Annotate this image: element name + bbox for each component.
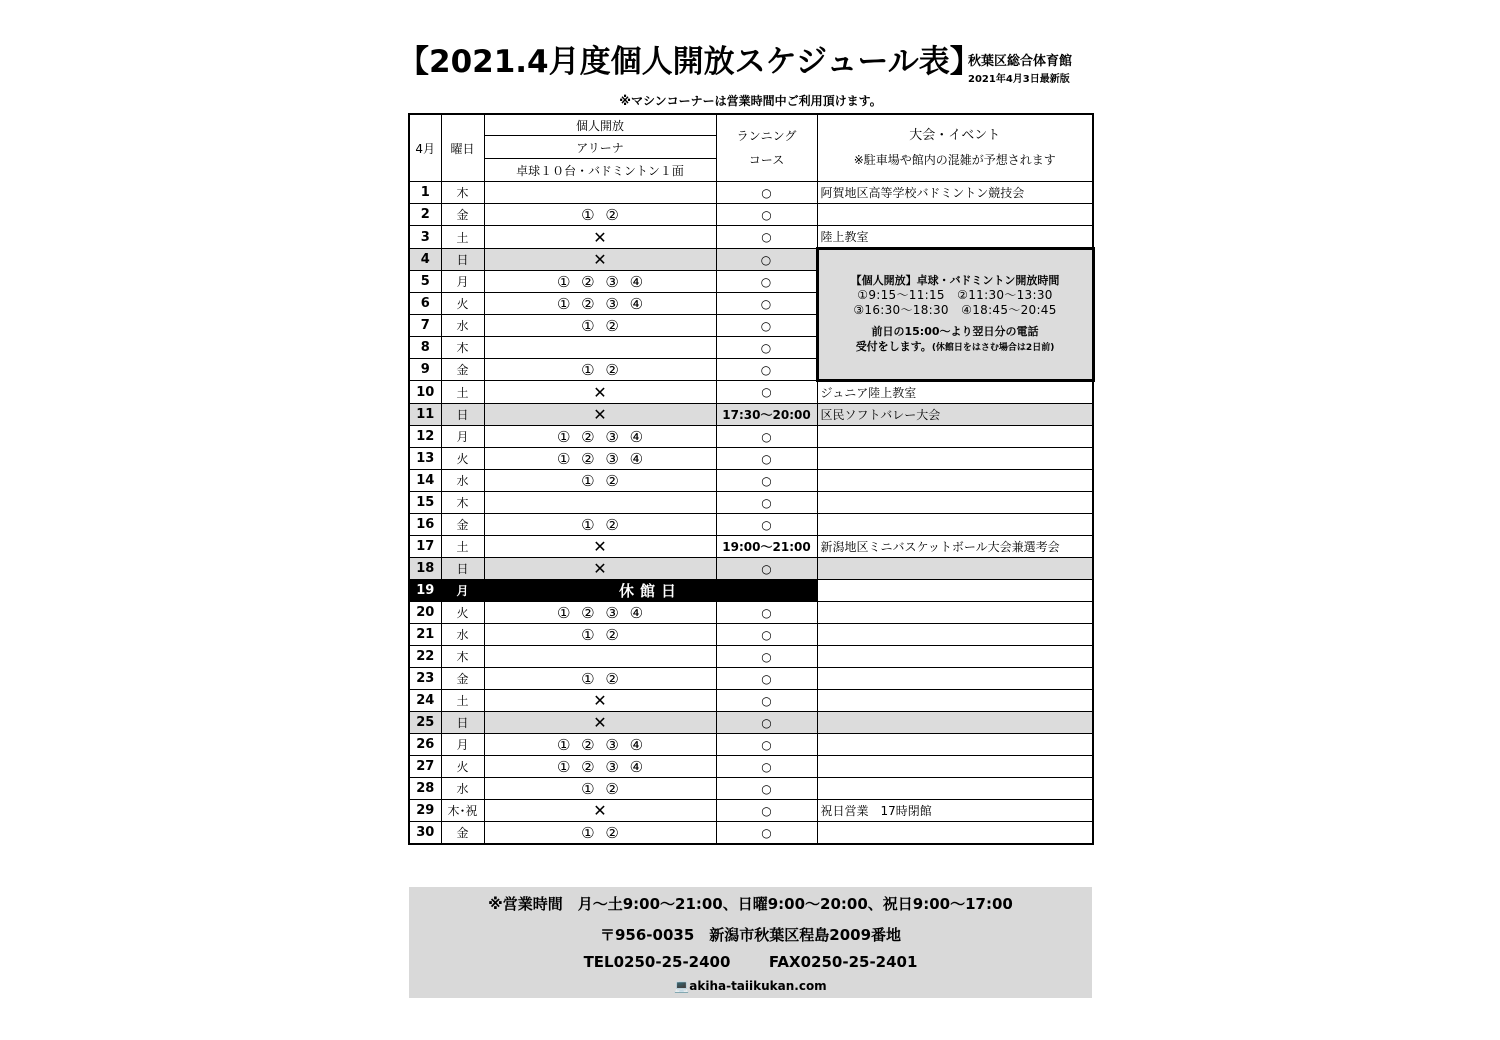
event-cell [817,204,1093,226]
business-hours: ※営業時間 月～土9:00～21:00、日曜9:00～20:00、祝日9:00～17:00 [488,895,1013,913]
event-cell [817,580,1093,602]
weekday: 土 [441,226,484,249]
notice-call-1: 前日の15:00～より翌日分の電話 [871,325,1039,338]
running-course-status: ○ [716,359,817,381]
day-number: 4 [409,249,441,271]
running-course-status: ○ [716,624,817,646]
table-row [409,756,1093,778]
header-month: 4月 [409,114,441,182]
weekday: 金 [441,359,484,381]
table-row [409,734,1093,756]
weekday: 水 [441,470,484,492]
day-number: 14 [409,470,441,492]
event-cell: 祝日営業 17時閉館 [817,800,1093,822]
notice-times-2: ③16:30～18:30 ④18:45～20:45 [853,303,1057,317]
running-course-status: ○ [716,492,817,514]
table-row [409,536,1093,558]
notice-times-1: ①9:15～11:15 ②11:30～13:30 [857,288,1053,302]
running-course-status: ○ [716,448,817,470]
table-row [409,602,1093,624]
weekday: 日 [441,249,484,271]
day-number: 30 [409,822,441,845]
event-cell [817,668,1093,690]
day-number: 27 [409,756,441,778]
computer-icon: 💻 [674,979,690,993]
header-arena-detail: 卓球１０台・バドミントン１面 [484,159,716,182]
arena-slots: ① ② [484,359,716,381]
event-cell [817,492,1093,514]
header-row [409,114,1093,136]
running-course-status: ○ [716,690,817,712]
table-row [409,668,1093,690]
arena-slots: ① ② [484,822,716,845]
table-row [409,624,1093,646]
running-course-status: ○ [716,249,817,271]
arena-slots: ① ② ③ ④ [484,756,716,778]
running-course-status: ○ [716,734,817,756]
weekday: 月 [441,271,484,293]
day-number: 15 [409,492,441,514]
event-cell [817,734,1093,756]
event-cell [817,690,1093,712]
contact-numbers [409,953,1092,971]
weekday: 月 [441,580,484,602]
table-row [409,514,1093,536]
event-cell: 区民ソフトバレー大会 [817,404,1093,426]
website[interactable] [409,979,1092,993]
weekday: 木 [441,492,484,514]
arena-slots [484,492,716,514]
running-course-status: ○ [716,226,817,249]
arena-slots: ✕ [484,381,716,404]
arena-slots: ① ② ③ ④ [484,448,716,470]
table-row [409,226,1093,249]
running-course-status: ○ [716,800,817,822]
arena-slots: ✕ [484,712,716,734]
page-title: 【2021.4月度個人開放スケジュール表】 [398,44,981,80]
running-course-status: ○ [716,315,817,337]
opening-hours-notice [817,249,1093,381]
day-number: 21 [409,624,441,646]
day-number: 12 [409,426,441,448]
event-cell [817,646,1093,668]
weekday: 木･祝 [441,800,484,822]
event-cell [817,778,1093,800]
event-cell [817,448,1093,470]
arena-slots: ✕ [484,690,716,712]
telephone: TEL0250-25-2400 [583,953,731,971]
table-row [409,182,1093,204]
weekday: 水 [441,315,484,337]
event-cell: 陸上教室 [817,226,1093,249]
running-course-status: ○ [716,204,817,226]
running-course-status: ○ [716,778,817,800]
arena-slots [484,337,716,359]
notice-call-2: 受付をします。 [855,340,932,353]
arena-slots: ① ② [484,470,716,492]
running-course-status: ○ [716,337,817,359]
notice-title: 【個人開放】卓球・バドミントン開放時間 [850,274,1060,287]
arena-slots: ✕ [484,558,716,580]
event-cell [817,822,1093,845]
table-row [409,580,1093,602]
arena-slots: ✕ [484,800,716,822]
day-number: 9 [409,359,441,381]
day-number: 19 [409,580,441,602]
table-row [409,492,1093,514]
weekday: 日 [441,558,484,580]
weekday: 月 [441,426,484,448]
day-number: 29 [409,800,441,822]
table-row [409,778,1093,800]
machine-corner-note: ※マシンコーナーは営業時間中ご利用頂けます。 [619,94,882,108]
table-row [409,381,1093,404]
header-event-line2: ※駐車場や館内の混雑が予想されます [853,153,1056,167]
arena-slots: ① ② [484,624,716,646]
event-cell: ジュニア陸上教室 [817,381,1093,404]
closed-day-label: 休館日 [484,580,817,602]
weekday: 火 [441,602,484,624]
weekday: 土 [441,536,484,558]
header-running-line2: コース [748,153,785,167]
arena-slots: ✕ [484,404,716,426]
event-cell [817,426,1093,448]
running-course-status: ○ [716,182,817,204]
running-course-status: 17:30～20:00 [716,404,817,426]
arena-slots: ✕ [484,249,716,271]
arena-slots: ① ② [484,514,716,536]
notice-box [819,273,1092,356]
table-row [409,249,1093,271]
running-course-status: ○ [716,426,817,448]
header-running-course [716,114,817,182]
event-cell [817,712,1093,734]
weekday: 月 [441,734,484,756]
weekday: 火 [441,756,484,778]
website-url[interactable]: akiha-taiikukan.com [689,979,827,993]
running-course-status: ○ [716,271,817,293]
weekday: 木 [441,337,484,359]
day-number: 26 [409,734,441,756]
event-cell [817,470,1093,492]
weekday: 水 [441,624,484,646]
day-number: 16 [409,514,441,536]
running-course-status: 19:00～21:00 [716,536,817,558]
running-course-status: ○ [716,646,817,668]
day-number: 6 [409,293,441,315]
header-weekday: 曜日 [441,114,484,182]
arena-slots: ① ② ③ ④ [484,271,716,293]
day-number: 13 [409,448,441,470]
weekday: 金 [441,204,484,226]
running-course-status: ○ [716,668,817,690]
event-cell [817,514,1093,536]
table-row [409,426,1093,448]
weekday: 火 [441,293,484,315]
footer-info [409,887,1092,998]
weekday: 日 [441,404,484,426]
day-number: 22 [409,646,441,668]
weekday: 木 [441,182,484,204]
weekday: 日 [441,712,484,734]
running-course-status: ○ [716,756,817,778]
weekday: 土 [441,381,484,404]
weekday: 木 [441,646,484,668]
running-course-status: ○ [716,822,817,845]
arena-slots: ① ② [484,778,716,800]
running-course-status: ○ [716,712,817,734]
table-row [409,646,1093,668]
running-course-status: ○ [716,470,817,492]
day-number: 10 [409,381,441,404]
arena-slots: ① ② ③ ④ [484,734,716,756]
weekday: 金 [441,822,484,845]
event-cell: 新潟地区ミニバスケットボール大会兼選考会 [817,536,1093,558]
day-number: 18 [409,558,441,580]
schedule-table [408,113,1095,845]
running-course-status: ○ [716,514,817,536]
event-cell: 阿賀地区高等学校バドミントン競技会 [817,182,1093,204]
address: 〒956-0035 新潟市秋葉区程島2009番地 [599,926,902,944]
header-running-line1: ランニング [736,129,797,143]
table-row [409,470,1093,492]
weekday: 土 [441,690,484,712]
table-row [409,800,1093,822]
event-cell [817,602,1093,624]
table-row [409,822,1093,845]
arena-slots: ① ② ③ ④ [484,602,716,624]
running-course-status: ○ [716,293,817,315]
day-number: 1 [409,182,441,204]
notice-call-3: (休館日をはさむ場合は2日前) [931,343,1055,353]
table-row [409,712,1093,734]
organization-name: 秋葉区総合体育館 [968,54,1073,69]
day-number: 23 [409,668,441,690]
header-arena: アリーナ [484,136,716,159]
table-row [409,558,1093,580]
table-row [409,690,1093,712]
arena-slots: ① ② ③ ④ [484,426,716,448]
arena-slots: ① ② [484,668,716,690]
last-updated: 2021年4月3日最新版 [968,74,1070,85]
day-number: 11 [409,404,441,426]
day-number: 20 [409,602,441,624]
weekday: 水 [441,778,484,800]
header-event [817,114,1093,182]
day-number: 3 [409,226,441,249]
arena-slots [484,182,716,204]
table-row [409,448,1093,470]
arena-slots: ① ② [484,315,716,337]
arena-slots: ✕ [484,226,716,249]
table-row [409,404,1093,426]
weekday: 金 [441,514,484,536]
table-row [409,204,1093,226]
header-event-line1: 大会・イベント [909,128,1001,143]
header-personal-open: 個人開放 [484,114,716,136]
day-number: 7 [409,315,441,337]
running-course-status: ○ [716,602,817,624]
running-course-status: ○ [716,558,817,580]
running-course-status: ○ [716,381,817,404]
arena-slots: ① ② [484,204,716,226]
day-number: 8 [409,337,441,359]
day-number: 17 [409,536,441,558]
arena-slots [484,646,716,668]
notice-call-2-wrap [819,339,1092,356]
fax: FAX0250-25-2401 [768,953,918,971]
event-cell [817,558,1093,580]
arena-slots: ✕ [484,536,716,558]
event-cell [817,624,1093,646]
weekday: 火 [441,448,484,470]
day-number: 24 [409,690,441,712]
event-cell [817,756,1093,778]
day-number: 5 [409,271,441,293]
day-number: 25 [409,712,441,734]
day-number: 28 [409,778,441,800]
arena-slots: ① ② ③ ④ [484,293,716,315]
day-number: 2 [409,204,441,226]
weekday: 金 [441,668,484,690]
